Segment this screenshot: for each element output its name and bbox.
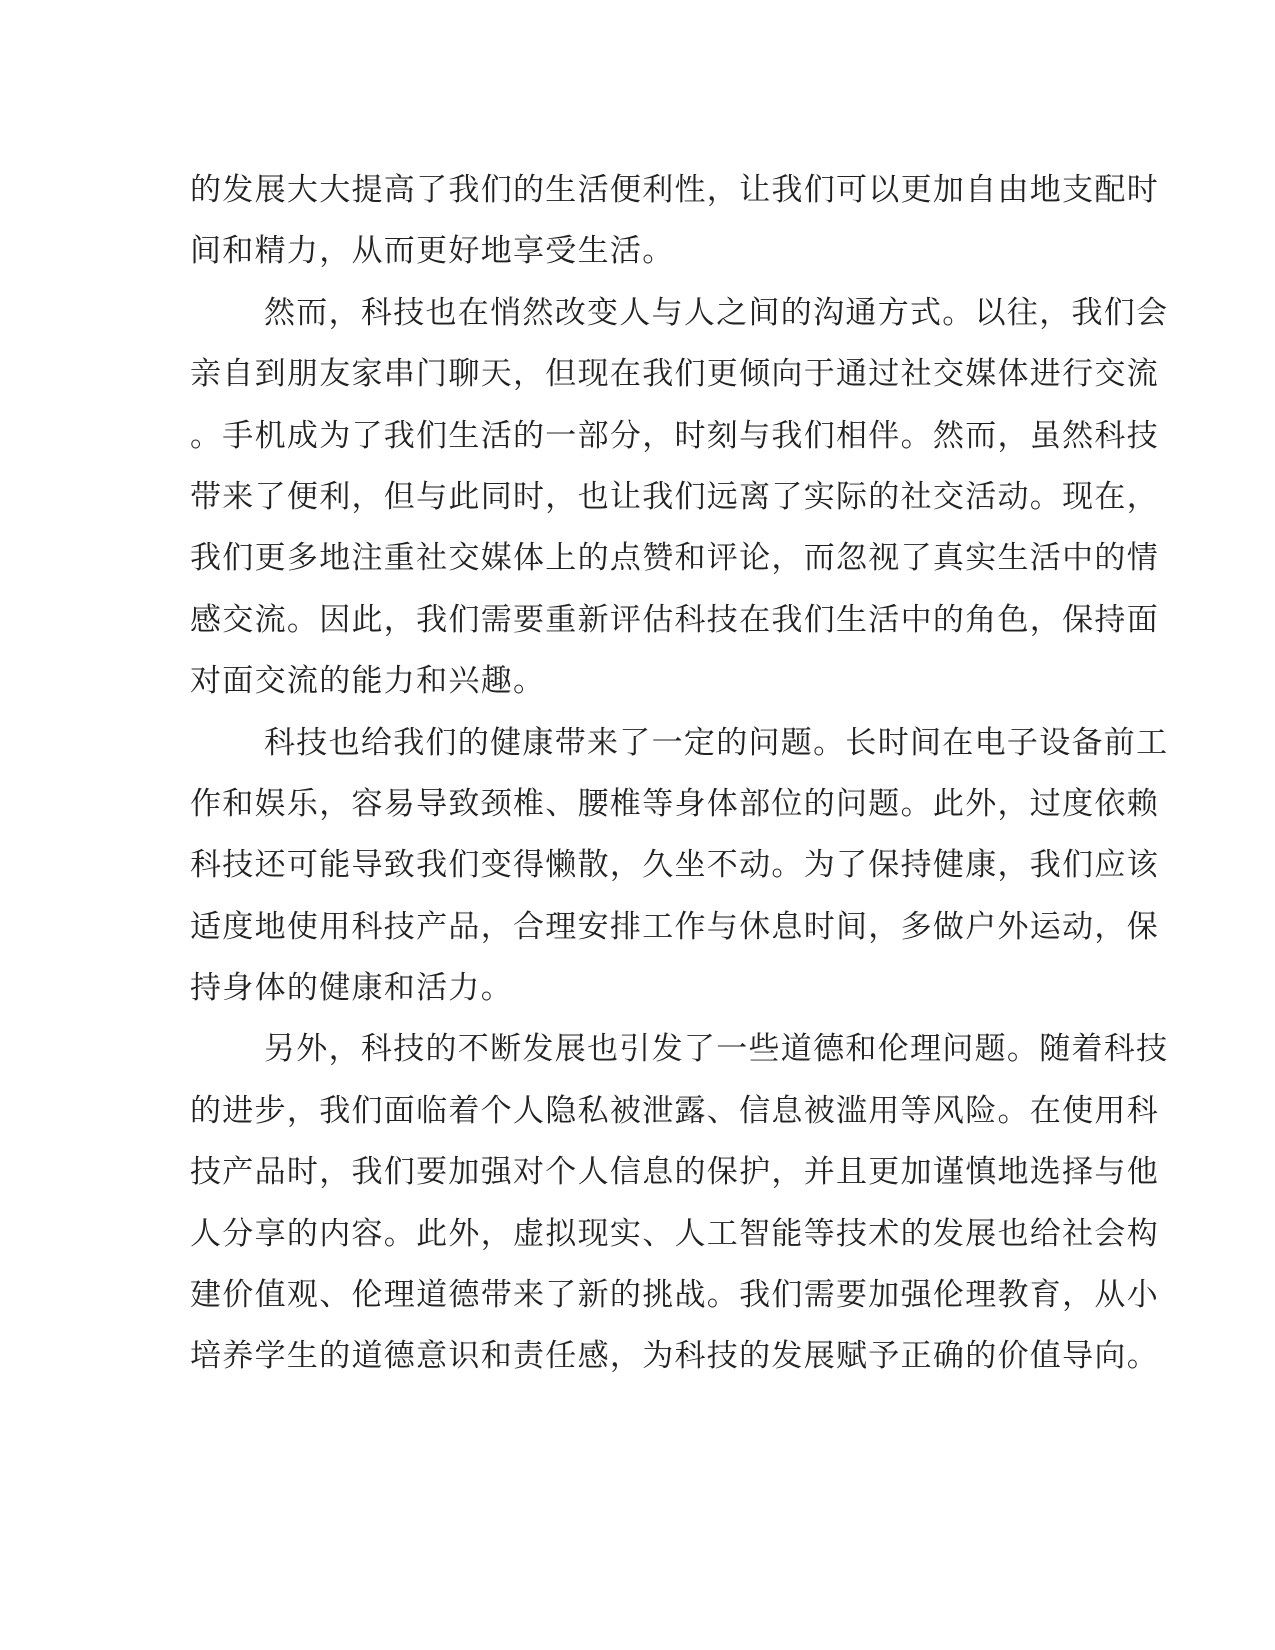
text-line: 持身体的健康和活力。	[190, 970, 513, 1007]
paragraph	[190, 713, 1169, 1020]
text-line: 的进步，我们面临着个人隐私被泄露、信息被滥用等风险。在使用科	[190, 1092, 1159, 1129]
text-line: 。手机成为了我们生活的一部分，时刻与我们相伴。然而，虽然科技	[190, 417, 1159, 454]
text-line: 适度地使用科技产品，合理安排工作与休息时间，多做户外运动，保	[190, 908, 1159, 945]
text-line: 人分享的内容。此外，虚拟现实、人工智能等技术的发展也给社会构	[190, 1215, 1159, 1252]
text-line: 的发展大大提高了我们的生活便利性，让我们可以更加自由地支配时	[190, 172, 1159, 208]
text-line: 亲自到朋友家串门聊天，但现在我们更倾向于通过社交媒体进行交流	[190, 356, 1159, 393]
text-line: 科技还可能导致我们变得懒散，久坐不动。为了保持健康，我们应该	[190, 847, 1159, 884]
text-line: 科技也给我们的健康带来了一定的问题。长时间在电子设备前工	[264, 724, 1169, 761]
text-line: 我们更多地注重社交媒体上的点赞和评论，而忽视了真实生活中的情	[190, 540, 1159, 577]
text-line: 作和娱乐，容易导致颈椎、腰椎等身体部位的问题。此外，过度依赖	[190, 785, 1159, 822]
text-line: 带来了便利，但与此同时，也让我们远离了实际的社交活动。现在，	[190, 478, 1159, 515]
paragraph	[190, 1019, 1169, 1387]
text-line: 另外，科技的不断发展也引发了一些道德和伦理问题。随着科技	[264, 1031, 1169, 1068]
text-line: 间和精力，从而更好地享受生活。	[190, 233, 675, 270]
text-line: 感交流。因此，我们需要重新评估科技在我们生活中的角色，保持面	[190, 601, 1159, 638]
text-line: 培养学生的道德意识和责任感，为科技的发展赋予正确的价值导向。	[190, 1338, 1159, 1375]
text-line: 对面交流的能力和兴趣。	[190, 663, 546, 700]
document-body	[190, 160, 1169, 1388]
text-line: 然而，科技也在悄然改变人与人之间的沟通方式。以往，我们会	[264, 294, 1169, 331]
text-line: 技产品时，我们要加强对个人信息的保护，并且更加谨慎地选择与他	[190, 1154, 1159, 1191]
paragraph	[190, 160, 1159, 283]
text-line: 建价值观、伦理道德带来了新的挑战。我们需要加强伦理教育，从小	[190, 1277, 1159, 1314]
paragraph	[190, 283, 1169, 713]
